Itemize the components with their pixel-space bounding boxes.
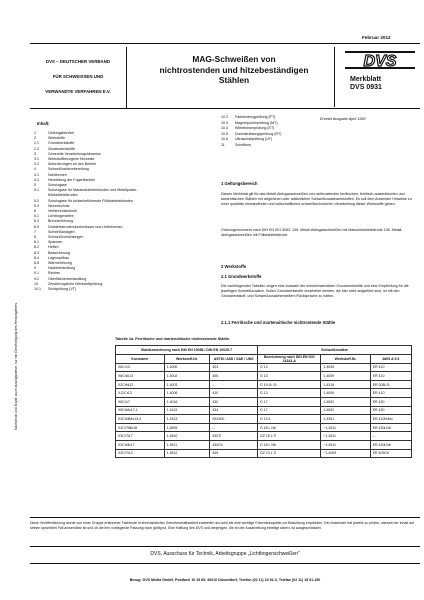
toc-entry-title: Schrifttum [235, 143, 252, 147]
body-paragraph: Die nachfolgenden Tabellen zeigen eine Auswahl der meistverwendeten Grundwerkstoffe und eine Empfehlung für die jeweiligen Schweißzusätze. Sollen Grundwerkstoffe verarbeitet werden, die hier nicht aufgeführt sind, ist mit den Grundwerkstoff- und Schweißzusatzherstellern Rücksprache zu halten. [221, 284, 409, 298]
toc-entry-number: 9.1 [34, 271, 39, 276]
toc-entry-title: Schutzgase für schlackeführende Fülldrahtelektroden [48, 198, 133, 203]
table-cell: ~1.4511 [321, 423, 370, 432]
toc-entry-title: Farbeindringprüfung (PT) [235, 115, 276, 119]
toc-entry-title: Magnetpulverprüfung (MT) [235, 120, 278, 125]
toc-entry-number: 8 [34, 235, 36, 239]
table-row [116, 380, 412, 389]
title-line: MAG-Schweißen von [192, 54, 276, 64]
toc-entry-title: Lagenaufbau [48, 255, 69, 260]
toc-entry-title: Wirbelstromprüfung (ET) [235, 126, 275, 131]
body-paragraph: Dieses Merkblatt gilt für das Metall-Aktivgasschweißen von nichtrostenden ferritischen, ferritisch-austenitischen und austenitischen Stählen mit artgleichen oder artähnlichen Schweißzusatzwerkstoffen. Es soll dem Anwender Hinweise zu einer qualitativ einwandfreien und wirtschaftlichen schweißtechnischen Verarbeitung dieser Werkstoffe geben. [221, 192, 412, 206]
table-row [116, 440, 412, 449]
table-cell: 1.4316 [321, 380, 370, 389]
copyright-side-text: Nachdruck und Kopie, auch auszugsweise, nur mit Genehmigung des Herausgebers [14, 302, 18, 430]
table-cell: X6Cr17 [116, 397, 165, 406]
table-caption: Tabelle 1a. Ferritische und martensitische nichtrostende Stähle. [115, 337, 231, 341]
toc-entry-title: Spannen [48, 240, 63, 245]
toc-entry-number: 2.2 [34, 146, 39, 151]
toc-entry-title: Geltungsbereich [48, 131, 75, 135]
table-cell: X6Cr13 [116, 363, 165, 372]
toc-entry-number: 1 [34, 131, 36, 135]
table-cell: G 13 4 [258, 415, 321, 424]
toc-entry-title: Herstellung der Fugenflanken [48, 177, 96, 182]
table-cell: – [210, 423, 258, 432]
title-line: nichtrostenden und hitzebeständigen [159, 64, 309, 75]
table-row [116, 389, 412, 398]
ordering-address: Bezug: DVS Media GmbH, Postfach 10 19 65, 40010 Düsseldorf, Telefon (02 11) 15 91-0, Telefax (02 11) 15 91-150 [129, 578, 321, 582]
table-cell: ER 430LNb [370, 440, 411, 449]
publisher-block [30, 47, 127, 108]
toc-entry-number: 6.2 [34, 219, 39, 224]
issuing-committee: DVS, Ausschuss für Technik, Arbeitsgruppe „Lichtbogenschweißen“ [150, 551, 300, 557]
toc-entry-title: Richten [48, 271, 61, 276]
toc-entry-number: 10.5 [221, 131, 228, 136]
svg-text:DVS: DVS [363, 53, 397, 70]
table-cell: ER 410NiMo [370, 415, 411, 424]
copyright-side-note [14, 190, 26, 430]
table-cell: G 13 [258, 372, 321, 381]
disclaimer-note: Diese Veröffentlichung wurde von einer Gruppe erfahrener Fachleute in ehrenamtlicher Gemeinschaftsarbeit erarbeitet und wird als eine wichtige Erkenntnisquelle zur Beachtung empfohlen. Der Anwender hat jeweils zu prüfen, wieweit der Inhalt auf seinen speziellen Fall anwendbar ist und ob die ihm vorliegende Fassung noch gültig ist. Eine Haftung des DVS und derjenigen, die an der Ausarbeitung beteiligt waren, ist ausgeschlossen. [30, 521, 414, 530]
publisher-line: FÜR SCHWEISSEN UND [52, 74, 104, 79]
toc-entry-title: Anforderungen an den Betrieb [48, 162, 97, 167]
table-cell: 1.4511 [164, 440, 210, 449]
publisher-line: VERWANDTE VERFAHREN E.V. [45, 89, 111, 94]
toc-entry-number: 10.3 [221, 120, 228, 125]
table-cell: ~1.4511 [321, 432, 370, 441]
table-cell: X2CrNi12 [116, 380, 165, 389]
table-row [116, 415, 412, 424]
dvs-logo [345, 48, 415, 77]
toc-entry-title: Verfahrenstechnik [48, 209, 77, 213]
toc-heading: Inhalt: [37, 121, 50, 126]
table-row [116, 363, 412, 372]
table-group-header: Schweißzusätze [258, 346, 412, 355]
table-cell: ER 410 [370, 389, 411, 398]
table-cell: X3CrTi17 [116, 432, 165, 441]
toc-entry-title: Ultraschallprüfung (UT) [235, 137, 273, 142]
toc-entry-title: Badsicherung [48, 250, 70, 255]
toc-entry-title: Oberflächenbehandlung [48, 276, 87, 281]
header-rule [30, 108, 420, 109]
toc-entry-title: fülldrahtelektroden [48, 193, 78, 198]
table-cell: ER 409Cb [370, 449, 411, 458]
table-cell: GZ 18 L Ti [258, 432, 321, 441]
toc-entry-number: 3 [34, 151, 36, 156]
toc-entry-title: Durchstrahlungsprüfung (RT) [235, 131, 282, 136]
table-cell: 1.4512 [164, 449, 210, 458]
toc-entry-number: 6.1 [34, 214, 39, 219]
materials-table [115, 345, 412, 458]
table-cell: ER 430 [370, 397, 411, 406]
toc-entry-title: Brennerführung [48, 219, 73, 224]
table-cell: X6CrMo17-1 [116, 406, 165, 415]
toc-entry-number: 6 [34, 209, 36, 213]
toc-entry-number: 10 [34, 281, 38, 286]
toc-entry-title: Lichtbogenarten [48, 214, 74, 219]
table-cell: X12Cr13 [116, 389, 165, 398]
toc-entry-number: 8.5 [34, 261, 39, 265]
table-cell: 430Ti [210, 432, 258, 441]
section-heading: 2.1 Grundwerkstoffe [221, 274, 262, 279]
toc-entry-title: Zerstörungsfreie Werkstoffprüfung [48, 281, 103, 286]
toc-entry-title: Drahtelektrodendurchmesser und Lieferformen [48, 224, 123, 229]
body-paragraph: Ordnungsnummern nach DIN EN ISO 4063: 135: Metall-Aktivgasschweißen mit Massivdrahtelektrode 136: Metall-Aktivgasschweißen mit Fülldrahtelektrode [221, 228, 403, 237]
header-rule [30, 43, 420, 44]
toc-entry-number: 2.1 [34, 141, 39, 146]
table-cell: 1.4009 [321, 372, 370, 381]
section-heading: 2.1.1 Ferritische und martensitische nichtrostende Stähle [221, 320, 336, 325]
table-cell: – [210, 380, 258, 389]
table-row [116, 449, 412, 458]
table-cell: G 18 L Nb [258, 440, 321, 449]
table-cell: G 17 [258, 397, 321, 406]
table-cell: 1.4502 [321, 397, 370, 406]
toc-entry-title: Schweißanlagen [48, 229, 75, 234]
table-cell: G 18 L Nb [258, 423, 321, 432]
publisher-line: DVS – DEUTSCHER VERBAND [45, 59, 111, 64]
toc-entry-title: Schweißvorrichtungen [48, 235, 84, 239]
table-cell: ER 410 [370, 363, 411, 372]
table-cell: X2CrTiNb18 [116, 423, 165, 432]
table-cell: 430Cb [210, 440, 258, 449]
merkblatt-label: Merkblatt [350, 76, 382, 83]
toc-entry-number: 9 [34, 266, 36, 271]
toc-entry-title: Heften [48, 245, 59, 250]
table-cell: G 19 9L Si [258, 380, 321, 389]
table-cell: ~1.4009 [321, 449, 370, 458]
table-cell: 1.4003 [164, 380, 210, 389]
table-cell: GZ 13 L Ti [258, 449, 321, 458]
footer-rule [30, 546, 420, 547]
table-cell: S41500 [210, 415, 258, 424]
table-row [116, 406, 412, 415]
toc-entry-title: Nahtformen [48, 172, 67, 177]
table-cell: G 17 [258, 406, 321, 415]
toc-entry-number: 5.1 [34, 188, 39, 193]
toc-entry-number: 4.1 [34, 172, 39, 177]
table-cell: 1.4509 [164, 423, 210, 432]
table-row [116, 432, 412, 441]
table-cell: 430 [210, 397, 258, 406]
table-cell: ER 430 [370, 406, 411, 415]
table-cell: 410 [210, 389, 258, 398]
toc-entry-title: Wärmeführung [48, 261, 72, 265]
toc-entry-number: 10.4 [221, 126, 228, 131]
table-column-header: ASTM / AISI / SAE / UNS [210, 354, 258, 363]
table-cell: ER 308LSi [370, 380, 411, 389]
table-column-header: AWS A 5.9 [370, 354, 411, 363]
table-cell: ~1.4511 [321, 440, 370, 449]
table-cell: X2CrTi12 [116, 449, 165, 458]
toc-entry-title: Werkstoffbezogene Hinweise [48, 157, 95, 161]
toc-entry-number: 9.2 [34, 276, 39, 281]
table-row [116, 397, 412, 406]
table-row [116, 423, 412, 432]
toc-entry-title: Zusatzwerkstoffe [48, 146, 76, 151]
toc-entry-title: Grundwerkstoffe [48, 141, 75, 146]
toc-entry-number: 8.4 [34, 255, 39, 260]
toc-entry-number: 10.6 [221, 137, 228, 142]
toc-entry-number: 6.3 [34, 224, 39, 229]
table-column-header: Werkstoff-Nr. [164, 354, 210, 363]
table-cell: 403 [210, 363, 258, 372]
table-cell: 1.4351 [321, 415, 370, 424]
table-cell: 1.4009 [321, 389, 370, 398]
toc-entry-title: Generelle Verarbeitungshinweise [48, 151, 101, 156]
toc-entry-number: 10.1 [34, 287, 41, 291]
toc-entry-title: Wurzelschutz [48, 203, 70, 208]
toc-entry-number: 11 [221, 143, 225, 147]
table-cell: X3CrNb17 [116, 440, 165, 449]
toc-entry-number: 4.2 [34, 177, 39, 182]
toc-entry-number: 3.1 [34, 157, 39, 161]
footer-rule [30, 563, 420, 564]
table-cell: 1.4009 [321, 363, 370, 372]
toc-entry-number: 8.3 [34, 250, 39, 255]
toc-entry-number: 7 [34, 229, 36, 234]
toc-entry-number: 3.2 [34, 162, 39, 167]
table-cell: 1.4502 [321, 406, 370, 415]
table-cell: 1.4510 [164, 432, 210, 441]
table-column-header: Kurzname [116, 354, 165, 363]
table-cell: X6CrAl13 [116, 372, 165, 381]
table-cell: 1.4002 [164, 372, 210, 381]
table-group-header: Stahlbezeichnung nach DIN EN 10088 / DIN EN 10029-7 [116, 346, 258, 355]
table-cell: ER 410 [370, 372, 411, 381]
document-title [134, 47, 335, 107]
section-heading: 2 Werkstoffe [221, 264, 247, 269]
table-cell: X3CrNiMo13-4 [116, 415, 165, 424]
table-cell: 1.4016 [164, 397, 210, 406]
toc-entry-title: Werkstoffe [48, 136, 66, 141]
toc-entry-title: Schweißnahtvorbereitung [48, 167, 89, 172]
footer-rule [30, 517, 420, 518]
title-line: Stählen [218, 75, 250, 85]
table-cell: 1.4006 [164, 389, 210, 398]
toc-entry-number: 5.3 [34, 203, 39, 208]
table-cell: ER 430LNb [370, 423, 411, 432]
toc-entry-number: 5 [34, 183, 36, 187]
toc-entry-number: 8.1 [34, 240, 39, 245]
table-cell: 405 [210, 372, 258, 381]
replaces-edition: Ersetzt Ausgabe April 1992 [320, 117, 366, 121]
table-cell: 409 [210, 449, 258, 458]
toc-entry-number: 5.2 [34, 198, 39, 203]
toc-entry-title: Nachbehandlung [48, 266, 76, 271]
toc-entry-title: Schutzgase für Massivdrahtelektroden und Metallpulver- [48, 188, 138, 193]
toc-entry-number: 2 [34, 136, 36, 141]
table-cell: 1.4113 [164, 406, 210, 415]
table-row [116, 372, 412, 381]
table-cell: 434 [210, 406, 258, 415]
table-cell: 1.4313 [164, 415, 210, 424]
table-cell: – [370, 432, 411, 441]
toc-entry-title: Sichtprüfung (VT) [48, 287, 77, 291]
toc-entry-number: 4 [34, 167, 36, 172]
table-cell: G 13 [258, 389, 321, 398]
section-heading: 1 Geltungsbereich [221, 181, 258, 186]
table-column-header: Bezeichnung nach DIN EN ISO 14343-A [258, 354, 321, 363]
table-column-header: Werkstoff-Nr. [321, 354, 370, 363]
issue-date: Februar 2012 [362, 35, 391, 40]
merkblatt-number: DVS 0931 [350, 84, 382, 91]
toc-entry-number: 10.2 [221, 115, 228, 119]
toc-entry-number: 8.2 [34, 245, 39, 250]
toc-entry-title: Schutzgase [48, 183, 67, 187]
table-cell: 1.4000 [164, 363, 210, 372]
table-cell: G 13 [258, 363, 321, 372]
